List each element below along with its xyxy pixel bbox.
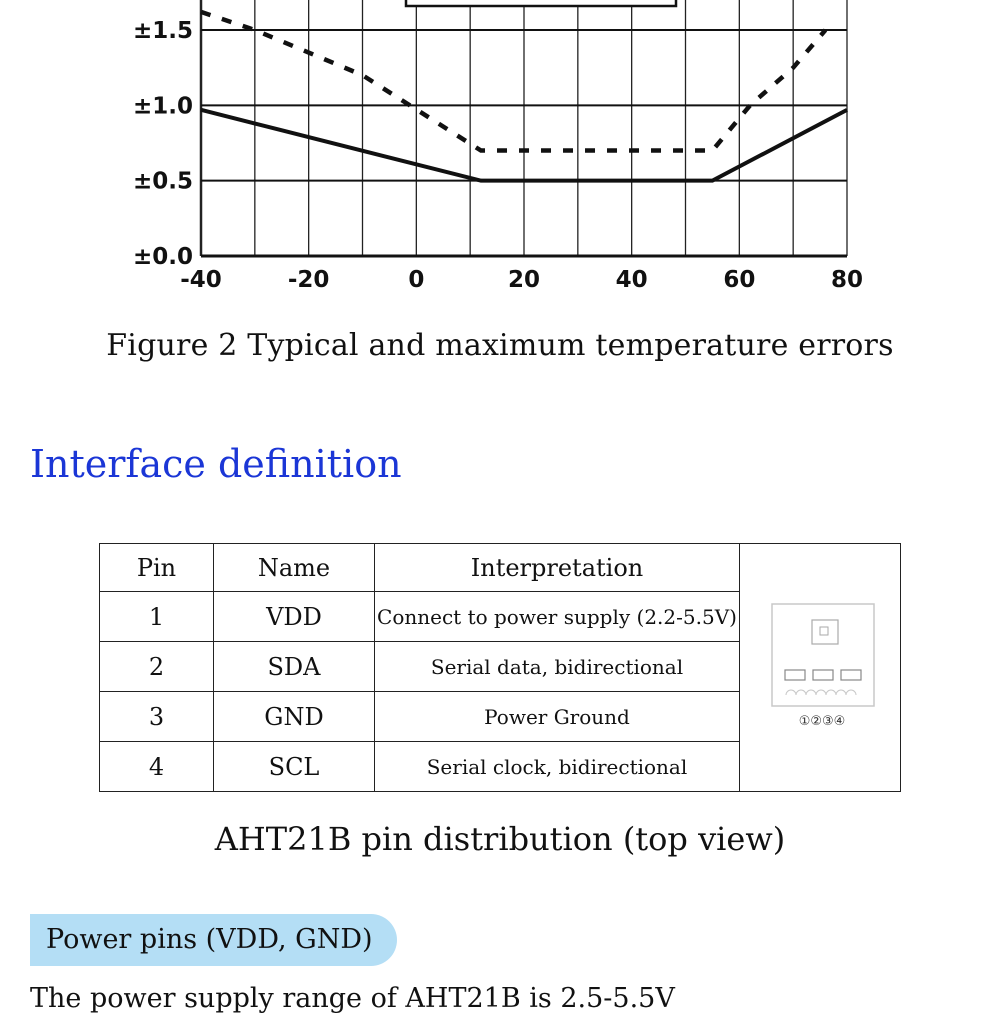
x-tick-label: -20 (287, 267, 330, 293)
pin-number: 2 (100, 642, 214, 692)
pin-interpretation: Power Ground (375, 692, 740, 742)
pin-number: 4 (100, 742, 214, 792)
figure-caption: Figure 2 Typical and maximum temperature errors (106, 328, 894, 363)
header-interpretation: Interpretation (375, 544, 740, 592)
pin-name: SCL (214, 742, 375, 792)
pin-table (99, 543, 901, 792)
pin-number: 3 (100, 692, 214, 742)
header-pin: Pin (100, 544, 214, 592)
pin-number: 1 (100, 592, 214, 642)
x-tick-label: 40 (615, 267, 648, 293)
y-tick-label: ±1.5 (132, 18, 193, 44)
chart-grid (201, 0, 847, 256)
pin-name: VDD (214, 592, 375, 642)
x-tick-label: 20 (507, 267, 541, 293)
x-tick-label: 80 (830, 267, 864, 293)
y-tick-label: ±1.0 (132, 93, 193, 120)
y-tick-label: ±0.0 (132, 244, 193, 270)
table-header-row (100, 544, 901, 592)
package-diagram (760, 598, 880, 738)
pin-interpretation: Connect to power supply (2.2-5.5V) (375, 592, 740, 642)
package-diagram-cell (740, 544, 901, 792)
x-tick-label: 0 (408, 267, 425, 293)
temperature-error-chart (0, 0, 1000, 300)
chart-tick-labels (133, 18, 863, 293)
y-tick-label: ±0.5 (132, 168, 193, 195)
power-pins-label: Power pins (VDD, GND) (30, 914, 397, 966)
pin-name: SDA (214, 642, 375, 692)
max-error-series (201, 12, 825, 151)
package-pin-labels: ①②③④ (798, 713, 846, 729)
header-name: Name (214, 544, 375, 592)
x-tick-label: 60 (723, 267, 756, 293)
pin-interpretation: Serial clock, bidirectional (375, 742, 740, 792)
table-caption: AHT21B pin distribution (top view) (214, 820, 786, 858)
legend-box (406, 0, 676, 6)
x-tick-label: -40 (180, 267, 222, 293)
pin-interpretation: Serial data, bidirectional (375, 642, 740, 692)
body-text: The power supply range of AHT21B is 2.5-5.5V (30, 983, 675, 1014)
pin-name: GND (214, 692, 375, 742)
section-heading: Interface definition (30, 442, 402, 486)
